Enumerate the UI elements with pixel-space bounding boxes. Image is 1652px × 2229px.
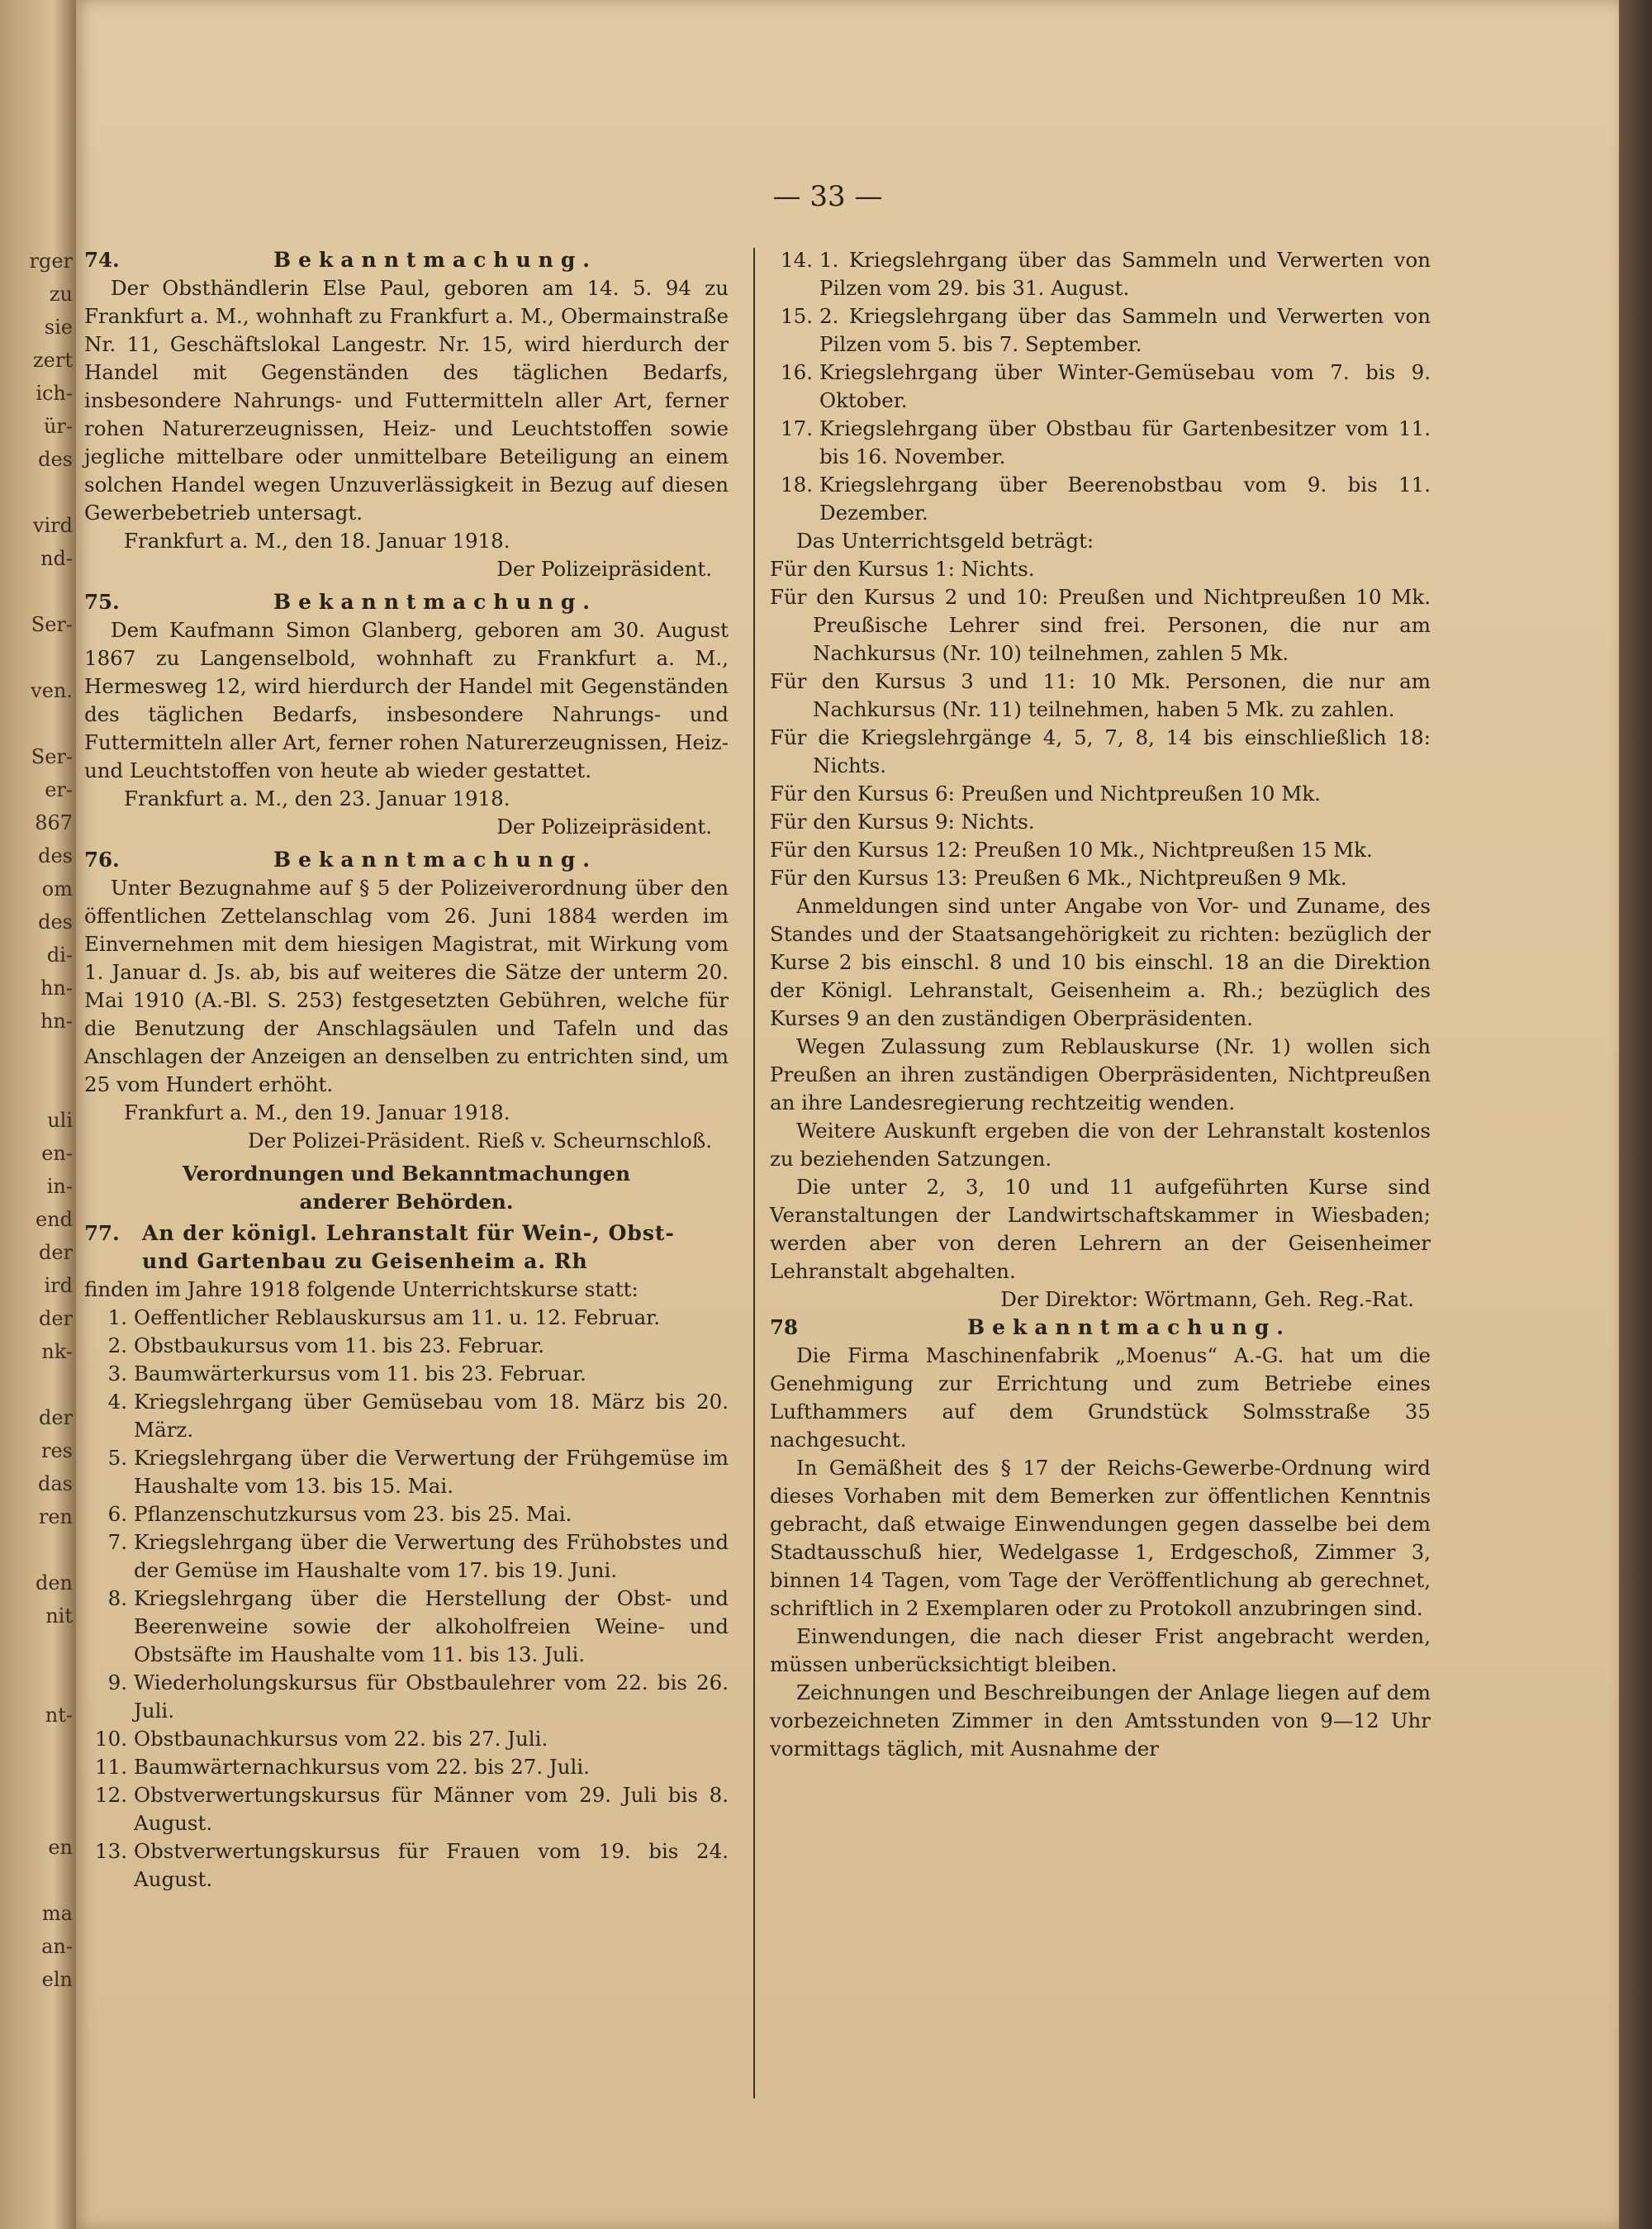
- notice-title: Bekanntmachung.: [273, 848, 598, 872]
- course-number: 7.: [107, 1530, 127, 1554]
- course-number: 17.: [781, 416, 813, 440]
- previous-page-fragment: nit: [45, 1604, 73, 1628]
- notice-number: 74.: [84, 248, 120, 272]
- previous-page-fragment: der: [38, 1307, 73, 1330]
- course-text: Kriegslehrgang über die Verwertung der Frühgemüse im Haushalte vom 13. bis 15. Mai.: [134, 1446, 729, 1498]
- course-list-item: [84, 1388, 729, 1444]
- notice-signature: Der Polizeipräsident.: [496, 815, 712, 839]
- previous-page-fragment: des: [38, 844, 73, 867]
- course-list-item: [770, 415, 1431, 471]
- previous-page-fragment: des: [38, 448, 73, 471]
- fee-line: Für den Kursus 9: Nichts.: [770, 810, 1035, 834]
- fee-line: Für den Kursus 12: Preußen 10 Mk., Nichtpreußen 15 Mk.: [770, 838, 1373, 862]
- previous-page-fragment: res: [41, 1439, 73, 1462]
- notice-title: Bekanntmachung.: [273, 590, 598, 614]
- previous-page-fragment: sie: [44, 316, 73, 339]
- previous-page-fragment: en-: [41, 1142, 73, 1165]
- paragraph: Wegen Zulassung zum Reblauskurse (Nr. 1) wollen sich Preußen an ihren zuständigen Oberpräsidenten, Nichtpreußen an ihre Landesregierung rechtzeitig wenden.: [770, 1034, 1431, 1114]
- previous-page-fragment: nt-: [45, 1704, 73, 1727]
- notice-77: [84, 1219, 729, 1894]
- previous-page-fragment: der: [38, 1406, 73, 1429]
- paragraph: In Gemäßheit des § 17 der Reichs-Gewerbe-Ordnung wird dieses Vorhaben mit dem Bemerken zur öffentlichen Kenntnis gebracht, daß etwaige Einwendungen gegen dasselbe bei dem Stadtausschuß hier, Wedelgasse 1, Erdgeschoß, Zimmer 3, binnen 14 Tagen, vom Tage der Veröffentlichung ab gerechnet, schriftlich in 2 Exemplaren oder zu Protokoll anzubringen sind.: [770, 1456, 1431, 1620]
- paragraph: Einwendungen, die nach dieser Frist angebracht werden, müssen unberücksichtigt bleiben.: [770, 1624, 1431, 1676]
- notice-number: 76.: [84, 848, 120, 872]
- course-list-item: [770, 359, 1431, 415]
- notice-75: [84, 588, 729, 841]
- notice-77-paragraphs: [770, 892, 1431, 1286]
- notice-74: [84, 246, 729, 583]
- previous-page-fragment: ird: [44, 1274, 73, 1297]
- previous-page-fragment: des: [38, 910, 73, 934]
- section-title-line-1: Verordnungen und Bekanntmachungen: [182, 1162, 631, 1186]
- notice-signature: Der Direktor: Wörtmann, Geh. Reg.-Rat.: [1000, 1287, 1414, 1311]
- fee-line: Für die Kriegslehrgänge 4, 5, 7, 8, 14 bis einschließlich 18: Nichts.: [770, 725, 1431, 777]
- notice-title: Bekanntmachung.: [273, 248, 598, 272]
- previous-page-fragment: 867: [35, 811, 73, 834]
- course-text: Obstbaukursus vom 11. bis 23. Februar.: [134, 1333, 545, 1357]
- column-rule: [753, 248, 755, 2098]
- page: [76, 0, 1619, 2229]
- course-list-item: [770, 302, 1431, 359]
- course-number: 10.: [95, 1727, 127, 1751]
- course-text: Obstbaunachkursus vom 22. bis 27. Juli.: [134, 1727, 548, 1751]
- previous-page-edge: [0, 0, 76, 2229]
- course-number: 3.: [107, 1362, 127, 1385]
- course-text: Obstverwertungskursus für Frauen vom 19. bis 24. August.: [134, 1839, 729, 1891]
- previous-page-fragment: en: [48, 1836, 73, 1859]
- course-text: Pflanzenschutzkursus vom 23. bis 25. Mai.: [134, 1502, 572, 1526]
- fee-line: Für den Kursus 2 und 10: Preußen und Nichtpreußen 10 Mk. Preußische Lehrer sind frei. Personen, die nur am Nachkursus (Nr. 10) teilnehmen, zahlen 5 Mk.: [770, 585, 1431, 665]
- course-list-item: [84, 1360, 729, 1388]
- course-text: Kriegslehrgang über die Herstellung der Obst- und Beerenweine sowie der alkoholfreien Weine- und Obstsäfte im Haushalte vom 11. bis 13. Juli.: [134, 1586, 729, 1666]
- previous-page-fragment: ren: [38, 1505, 73, 1528]
- fee-line: Für den Kursus 3 und 11: 10 Mk. Personen, die nur am Nachkursus (Nr. 11) teilnehmen, haben 5 Mk. zu zahlen.: [770, 669, 1431, 721]
- course-list-item: [84, 1669, 729, 1725]
- previous-page-fragment: zu: [49, 283, 73, 306]
- paragraph: Die unter 2, 3, 10 und 11 aufgeführten Kurse sind Veranstaltungen der Landwirtschaftskammer in Wiesbaden; werden aber von deren Lehrern an der Geisenheimer Lehranstalt abgehalten.: [770, 1175, 1431, 1283]
- course-number: 15.: [781, 304, 813, 328]
- course-text: Baumwärternachkursus vom 22. bis 27. Juli.: [134, 1755, 590, 1779]
- previous-page-fragment: an-: [41, 1935, 73, 1958]
- previous-page-fragment: er-: [45, 778, 73, 801]
- notice-title: Bekanntmachung.: [966, 1315, 1292, 1339]
- notice-intro: finden im Jahre 1918 folgende Unterrichtskurse statt:: [84, 1277, 638, 1301]
- book-edge: [1619, 0, 1652, 2229]
- notice-signature: Der Polizeipräsident.: [496, 557, 712, 581]
- previous-page-fragment: rger: [29, 250, 73, 273]
- course-number: 11.: [95, 1755, 127, 1779]
- notice-signature: Der Polizei-Präsident. Rieß v. Scheurnschloß.: [248, 1129, 712, 1153]
- notice-place-date: Frankfurt a. M., den 23. Januar 1918.: [124, 787, 510, 810]
- notice-76: [84, 846, 729, 1155]
- section-title-line-2: anderer Behörden.: [299, 1190, 514, 1214]
- course-number: 4.: [107, 1390, 127, 1414]
- course-list-item: [84, 1837, 729, 1894]
- course-number: 14.: [781, 248, 813, 272]
- notice-body: Dem Kaufmann Simon Glanberg, geboren am 30. August 1867 zu Langenselbold, wohnhaft zu Frankfurt a. M., Hermesweg 12, wird hierdurch der Handel mit Gegenständen des täglichen Bedarfs, insbesondere Nahrungs- und Futtermitteln aller Art, ferner rohen Naturerzeugnissen, Heiz- und Leuchtstoffen von heute ab wieder gestattet.: [84, 618, 729, 782]
- previous-page-fragment: hn-: [40, 1010, 73, 1033]
- course-list-item: [84, 1304, 729, 1332]
- fee-line: Für den Kursus 1: Nichts.: [770, 557, 1035, 581]
- previous-page-fragment: end: [35, 1208, 73, 1231]
- course-number: 8.: [107, 1586, 127, 1610]
- course-text: Kriegslehrgang über Beerenobstbau vom 9. bis 11. Dezember.: [819, 473, 1431, 525]
- course-list-item: [84, 1781, 729, 1837]
- course-number: 18.: [781, 473, 813, 497]
- course-number: 1.: [107, 1305, 127, 1329]
- course-list-item: [84, 1753, 729, 1781]
- previous-page-fragment: di-: [46, 943, 73, 967]
- course-number: 2.: [107, 1333, 127, 1357]
- right-column: [770, 246, 1431, 1768]
- course-number: 5.: [107, 1446, 127, 1470]
- previous-page-fragment: hn-: [40, 977, 73, 1000]
- course-list-item: [84, 1500, 729, 1528]
- previous-page-fragment: nd-: [40, 547, 73, 570]
- previous-page-fragment: zert: [33, 349, 73, 372]
- page-number: — 33 —: [772, 180, 883, 213]
- paragraph: Zeichnungen und Beschreibungen der Anlage liegen auf dem vorbezeichneten Zimmer in den Amtsstunden von 9—12 Uhr vormittags täglich, mit Ausnahme der: [770, 1680, 1431, 1761]
- course-text: Wiederholungskursus für Obstbaulehrer vom 22. bis 26. Juli.: [134, 1671, 729, 1723]
- notice-number: 78: [770, 1315, 799, 1339]
- notice-78: [770, 1314, 1431, 1763]
- left-column: [84, 246, 729, 1899]
- previous-page-fragment: ma: [41, 1902, 73, 1925]
- previous-page-fragment: vird: [32, 514, 73, 537]
- previous-page-fragment: ür-: [43, 415, 73, 438]
- section-title: [84, 1160, 729, 1216]
- fee-intro: Das Unterrichtsgeld beträgt:: [796, 529, 1094, 553]
- course-number: 6.: [107, 1502, 127, 1526]
- course-text: 2. Kriegslehrgang über das Sammeln und Verwerten von Pilzen vom 5. bis 7. September.: [819, 304, 1431, 356]
- previous-page-fragment: das: [38, 1472, 73, 1495]
- course-number: 9.: [107, 1671, 127, 1694]
- previous-page-fragment: om: [41, 877, 73, 901]
- previous-page-fragment: den: [35, 1571, 73, 1595]
- fee-line: Für den Kursus 13: Preußen 6 Mk., Nichtpreußen 9 Mk.: [770, 866, 1347, 890]
- course-number: 12.: [95, 1783, 127, 1807]
- course-list-item: [84, 1585, 729, 1669]
- course-number: 13.: [95, 1839, 127, 1863]
- notice-number: 75.: [84, 590, 120, 614]
- previous-page-fragment: Ser-: [31, 745, 73, 768]
- previous-page-fragment: uli: [47, 1109, 73, 1132]
- course-list-item: [84, 1444, 729, 1500]
- previous-page-fragment: in-: [46, 1175, 73, 1198]
- previous-page-fragment: ven.: [31, 679, 73, 702]
- notice-body: Der Obsthändlerin Else Paul, geboren am 14. 5. 94 zu Frankfurt a. M., wohnhaft zu Frankfurt a. M., Obermainstraße Nr. 11, Geschäftslokal Langestr. Nr. 15, wird hierdurch der Handel mit Gegenständen des täglichen Bedarfs, insbesondere Nahrungs- und Futtermitteln aller Art, ferner rohen Naturerzeugnissen, Heiz- und Leuchtstoffen sowie jegliche mittelbare oder unmittelbare Beteiligung an einem solchen Handel wegen Unzuverlässigkeit in Bezug auf diesen Gewerbebetrieb untersagt.: [84, 276, 729, 525]
- course-list-item: [770, 471, 1431, 527]
- course-list-item: [84, 1725, 729, 1753]
- fee-list: [770, 555, 1431, 892]
- paragraph: Weitere Auskunft ergeben die von der Lehranstalt kostenlos zu beziehenden Satzungen.: [770, 1119, 1431, 1171]
- course-list-item: [84, 1332, 729, 1360]
- course-list-item: [770, 246, 1431, 302]
- notice-78-paragraphs: [770, 1342, 1431, 1763]
- notice-place-date: Frankfurt a. M., den 18. Januar 1918.: [124, 529, 510, 553]
- course-text: Kriegslehrgang über Winter-Gemüsebau vom 7. bis 9. Oktober.: [819, 360, 1431, 412]
- course-list-item: [84, 1528, 729, 1585]
- course-text: Kriegslehrgang über Gemüsebau vom 18. März bis 20. März.: [134, 1390, 729, 1442]
- paragraph: Die Firma Maschinenfabrik „Moenus“ A.-G. hat um die Genehmigung zur Errichtung und zum Betriebe eines Lufthammers auf dem Grundstück Solmsstraße 35 nachgesucht.: [770, 1343, 1431, 1452]
- notice-place-date: Frankfurt a. M., den 19. Januar 1918.: [124, 1100, 510, 1124]
- course-list-continued: [770, 246, 1431, 527]
- notice-title: An der königl. Lehranstalt für Wein-, Obst- und Gartenbau zu Geisenheim a. Rh: [142, 1221, 675, 1273]
- previous-page-fragment: der: [38, 1241, 73, 1264]
- course-number: 16.: [781, 360, 813, 384]
- paragraph: Anmeldungen sind unter Angabe von Vor- und Zuname, des Standes und der Staatsangehörigkeit zu richten: bezüglich der Kurse 2 bis einschl. 8 und 10 bis einschl. 18 an die Direktion der Königl. Lehranstalt, Geisenheim a. Rh.; bezüglich des Kurses 9 an den zuständigen Oberpräsidenten.: [770, 894, 1431, 1030]
- notice-number: 77.: [84, 1221, 120, 1245]
- course-text: Kriegslehrgang über die Verwertung des Frühobstes und der Gemüse im Haushalte vom 17. bis 19. Juni.: [134, 1530, 729, 1582]
- course-text: Obstverwertungskursus für Männer vom 29. Juli bis 8. August.: [134, 1783, 729, 1835]
- course-text: Oeffentlicher Reblauskursus am 11. u. 12. Februar.: [134, 1305, 660, 1329]
- course-text: Baumwärterkursus vom 11. bis 23. Februar.: [134, 1362, 586, 1385]
- notice-body: Unter Bezugnahme auf § 5 der Polizeiverordnung über den öffentlichen Zettelanschlag vom 26. Juni 1884 werden im Einvernehmen mit dem hiesigen Magistrat, mit Wirkung vom 1. Januar d. Js. ab, bis auf weiteres die Sätze der unterm 20. Mai 1910 (A.-Bl. S. 253) festgesetzten Gebühren, welche für die Benutzung der Anschlagsäulen und Tafeln und das Anschlagen der Anzeigen an denselben zu entrichten sind, um 25 vom Hundert erhöht.: [84, 876, 729, 1096]
- fee-line: Für den Kursus 6: Preußen und Nichtpreußen 10 Mk.: [770, 782, 1321, 806]
- course-text: Kriegslehrgang über Obstbau für Gartenbesitzer vom 11. bis 16. November.: [819, 416, 1431, 468]
- course-text: 1. Kriegslehrgang über das Sammeln und Verwerten von Pilzen vom 29. bis 31. August.: [819, 248, 1431, 300]
- course-list: [84, 1304, 729, 1894]
- previous-page-fragment: ich-: [36, 382, 73, 405]
- previous-page-fragment: nk-: [41, 1340, 73, 1363]
- previous-page-fragment: Ser-: [31, 613, 73, 636]
- previous-page-fragment: eln: [41, 1968, 73, 1991]
